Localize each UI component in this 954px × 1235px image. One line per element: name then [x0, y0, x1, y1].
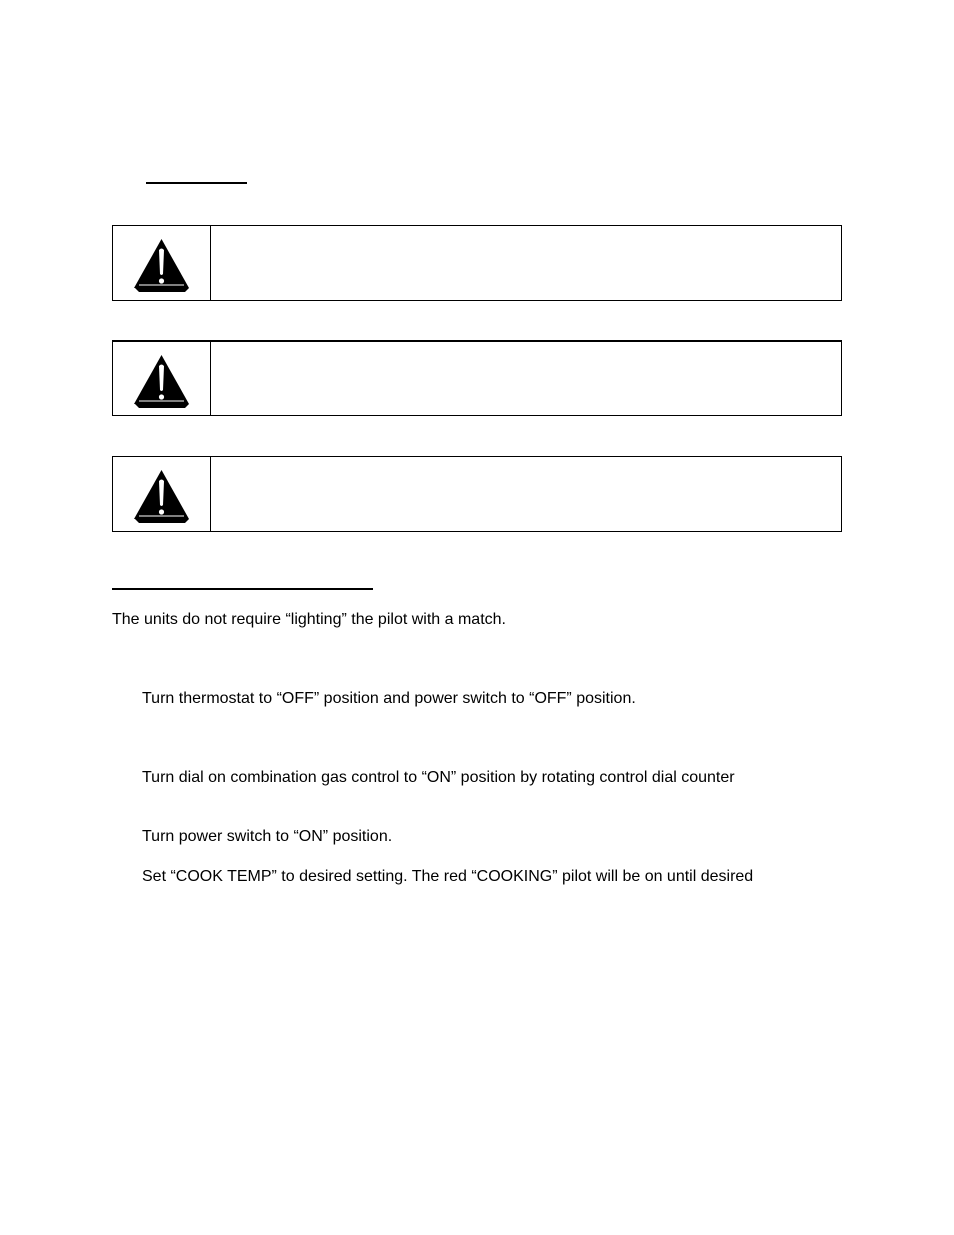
warning-box-2 — [112, 340, 842, 416]
step-1: Turn thermostat to “OFF” position and power switch to “OFF” position. — [142, 690, 636, 707]
warning-triangle-icon — [133, 238, 190, 292]
warning-text — [211, 457, 841, 531]
warning-triangle-icon — [133, 469, 190, 523]
warning-box-3 — [112, 456, 842, 532]
intro-paragraph: The units do not require “lighting” the pilot with a match. — [112, 611, 506, 628]
section-heading-underline — [146, 182, 247, 184]
lighting-heading-underline — [112, 588, 373, 590]
warning-text — [211, 342, 841, 415]
warning-text — [211, 226, 841, 300]
step-4: Set “COOK TEMP” to desired setting. The red “COOKING” pilot will be on until desired — [142, 868, 754, 885]
warning-box-1 — [112, 225, 842, 301]
warning-icon-cell — [113, 226, 211, 300]
step-3: Turn power switch to “ON” position. — [142, 828, 393, 845]
warning-triangle-icon — [133, 354, 190, 408]
warning-icon-cell — [113, 457, 211, 531]
warning-icon-cell — [113, 342, 211, 415]
step-2: Turn dial on combination gas control to “ON” position by rotating control dial counter — [142, 769, 735, 786]
